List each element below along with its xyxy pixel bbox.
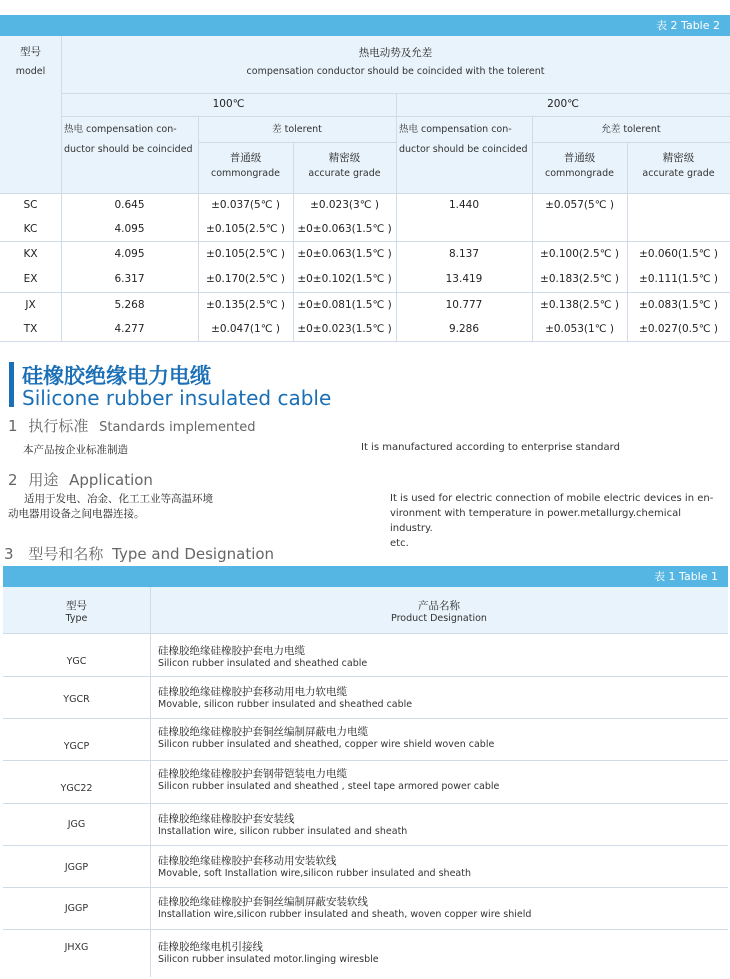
cell-v3: ±0±0.102(1.5℃ ) — [297, 273, 392, 285]
table2-caption: 表 2 Table 2 — [0, 15, 730, 36]
row-type: JHXG — [64, 942, 89, 953]
section-accent-bar — [9, 362, 14, 407]
cell-v2: ±0.105(2.5℃ ) — [206, 223, 285, 235]
cell-model: KX — [23, 248, 38, 260]
t1-h-type-cn: 型号 — [66, 600, 87, 612]
h-common-200-en: commongrade — [544, 168, 614, 179]
h-100: 100℃ — [212, 98, 245, 110]
row-name-cn: 硅橡胶绝缘硅橡胶护套钢带铠装电力电缆 — [158, 768, 347, 780]
cell-v1: 4.095 — [114, 248, 145, 260]
h-tol-100: 差 tolerent — [272, 124, 322, 135]
s3-num: 3 — [4, 545, 14, 563]
s2-text-en-l1: It is used for electric connection of mobile electric devices in en- — [390, 493, 714, 504]
h-acc-200-en: accurate grade — [642, 168, 715, 179]
row-name-en: Silicon rubber insulated and sheathed, copper wire shield woven cable — [158, 739, 495, 750]
cell-v5: ±0.100(2.5℃ ) — [540, 248, 619, 260]
table2-row — [0, 223, 730, 243]
row-type: JGGP — [64, 903, 89, 914]
table-row — [3, 894, 728, 924]
row-type: YGCR — [63, 694, 90, 705]
h-comp-100 — [64, 120, 198, 160]
row-type: JGG — [67, 819, 86, 830]
cell-v6: ±0.083(1.5℃ ) — [639, 299, 718, 311]
s1-heading — [8, 415, 256, 436]
section-title-en: Silicone rubber insulated cable — [22, 386, 332, 410]
t1-h-name-cn: 产品名称 — [418, 600, 460, 612]
cell-v3: ±0±0.063(1.5℃ ) — [297, 223, 392, 235]
s2-text-en — [390, 491, 726, 551]
row-name-cn: 硅橡胶绝缘硅橡胶护套移动用电力软电缆 — [158, 686, 347, 698]
cell-v2: ±0.047(1℃ ) — [211, 323, 280, 335]
h-acc-100-en: accurate grade — [308, 168, 381, 179]
cell-v6: ±0.111(1.5℃ ) — [639, 273, 718, 285]
s1-text-en: It is manufactured according to enterprise standard — [361, 442, 620, 453]
h-comp-100-l2: ductor should be coincided — [64, 144, 193, 155]
row-name-en: Silicon rubber insulated and sheathed cable — [158, 658, 368, 669]
table-row — [3, 724, 728, 754]
cell-v2: ±0.037(5℃ ) — [211, 199, 280, 211]
table-row — [3, 811, 728, 841]
row-name-cn: 硅橡胶绝缘硅橡胶护套铜丝编制屏蔽安装软线 — [158, 896, 368, 908]
table2-row — [0, 248, 730, 268]
s2-text-en-l3: etc. — [390, 538, 409, 549]
s3-heading — [4, 543, 274, 564]
row-type: YGC22 — [60, 783, 93, 794]
cell-v6: ±0.060(1.5℃ ) — [639, 248, 718, 260]
row-type: YGC — [66, 656, 87, 667]
cell-v1: 4.277 — [114, 323, 145, 335]
table-row — [3, 643, 728, 673]
row-name-en: Installation wire, silicon rubber insulated and sheath — [158, 826, 408, 837]
s2-title-en: Application — [69, 471, 153, 489]
h-acc-200-cn: 精密级 — [662, 152, 695, 164]
cell-model: TX — [23, 323, 38, 335]
s2-text-cn — [8, 492, 213, 522]
s2-text-cn-l1: 适用于发电、冶金、化工工业等高温环境 — [24, 493, 213, 505]
row-name-cn: 硅橡胶绝缘硅橡胶护套安装线 — [158, 813, 295, 825]
cell-v6: ±0.027(0.5℃ ) — [639, 323, 718, 335]
row-name-en: Silicon rubber insulated motor.linging wiresble — [158, 954, 379, 965]
cell-v4: 9.286 — [448, 323, 480, 335]
s1-title-en: Standards implemented — [99, 420, 256, 435]
row-type: YGCP — [63, 741, 90, 752]
h-common-200-cn: 普通级 — [563, 152, 596, 164]
s2-text-en-l2: vironment with temperature in power.metallurgy.chemical industry. — [390, 508, 681, 534]
cell-v5: ±0.053(1℃ ) — [545, 323, 614, 335]
s1-text-cn: 本产品按企业标准制造 — [23, 444, 128, 456]
h-tol-200: 允差 tolerent — [601, 124, 661, 135]
h-main-en: compensation conductor should be coincided with the tolerent — [246, 66, 545, 77]
table-row — [3, 684, 728, 714]
table2-row — [0, 323, 730, 343]
h-200: 200℃ — [547, 98, 579, 110]
cell-v5: ±0.057(5℃ ) — [545, 199, 614, 211]
h-comp-200-l2: ductor should be coincided — [399, 144, 528, 155]
cell-model: KC — [23, 223, 38, 235]
h-comp-200 — [399, 120, 532, 160]
section-title-cn: 硅橡胶绝缘电力电缆 — [22, 364, 211, 388]
t1-h-name-en: Product Designation — [391, 613, 487, 624]
row-name-cn: 硅橡胶绝缘电机引接线 — [158, 941, 263, 953]
cell-v4: 1.440 — [448, 199, 480, 211]
s2-title-cn: 用途 — [28, 471, 59, 489]
s2-heading — [8, 469, 153, 490]
cell-model: JX — [25, 299, 36, 311]
h-common-100-cn: 普通级 — [229, 152, 262, 164]
table-row — [3, 939, 728, 969]
cell-model: EX — [23, 273, 38, 285]
row-type: JGGP — [64, 862, 89, 873]
cell-v4: 13.419 — [445, 273, 483, 285]
cell-v1: 4.095 — [114, 223, 145, 235]
cell-v5: ±0.138(2.5℃ ) — [540, 299, 619, 311]
row-name-en: Silicon rubber insulated and sheathed , steel tape armored power cable — [158, 781, 500, 792]
t1-h-type-en: Type — [65, 613, 88, 624]
row-name-cn: 硅橡胶绝缘硅橡胶护套铜丝编制屏蔽电力电缆 — [158, 726, 368, 738]
h-model-cn: 型号 — [20, 46, 41, 58]
s3-title-cn: 型号和名称 — [28, 545, 104, 563]
row-name-en: Movable, soft Installation wire,silicon rubber insulated and sheath — [158, 868, 471, 879]
table1-caption: 表 1 Table 1 — [3, 566, 728, 587]
cell-v5: ±0.183(2.5℃ ) — [540, 273, 619, 285]
row-name-cn: 硅橡胶绝缘硅橡胶护套电力电缆 — [158, 645, 305, 657]
table2-row — [0, 199, 730, 219]
s3-title-en: Type and Designation — [112, 545, 275, 563]
cell-v1: 6.317 — [114, 273, 145, 285]
h-comp-200-l1: 热电 compensation con- — [399, 124, 512, 135]
table2-row — [0, 273, 730, 293]
s2-num: 2 — [8, 471, 18, 489]
s2-text-cn-l2: 动电器用设备之间电器连接。 — [8, 508, 145, 520]
s1-title-cn: 执行标准 — [28, 417, 89, 435]
table-row — [3, 853, 728, 883]
cell-v1: 5.268 — [114, 299, 145, 311]
cell-v4: 10.777 — [445, 299, 483, 311]
h-common-100-en: commongrade — [210, 168, 280, 179]
h-acc-100-cn: 精密级 — [328, 152, 361, 164]
row-name-en: Installation wire,silicon rubber insulated and sheath, woven copper wire shield — [158, 909, 532, 920]
cell-v3: ±0±0.023(1.5℃ ) — [297, 323, 392, 335]
cell-v1: 0.645 — [114, 199, 145, 211]
row-name-cn: 硅橡胶绝缘硅橡胶护套移动用安装软线 — [158, 855, 337, 867]
cell-v3: ±0.023(3℃ ) — [310, 199, 379, 211]
cell-v2: ±0.135(2.5℃ ) — [206, 299, 285, 311]
s1-num: 1 — [8, 417, 18, 435]
cell-v2: ±0.105(2.5℃ ) — [206, 248, 285, 260]
cell-v3: ±0±0.063(1.5℃ ) — [297, 248, 392, 260]
h-model-en: model — [15, 66, 46, 77]
table-row — [3, 766, 728, 796]
cell-v2: ±0.170(2.5℃ ) — [206, 273, 285, 285]
cell-v4: 8.137 — [448, 248, 480, 260]
row-name-en: Movable, silicon rubber insulated and sheathed cable — [158, 699, 413, 710]
h-comp-100-l1: 热电 compensation con- — [64, 124, 177, 135]
cell-v3: ±0±0.081(1.5℃ ) — [297, 299, 392, 311]
h-main-cn: 热电动势及允差 — [358, 47, 433, 59]
table2-row — [0, 299, 730, 319]
cell-model: SC — [23, 199, 38, 211]
